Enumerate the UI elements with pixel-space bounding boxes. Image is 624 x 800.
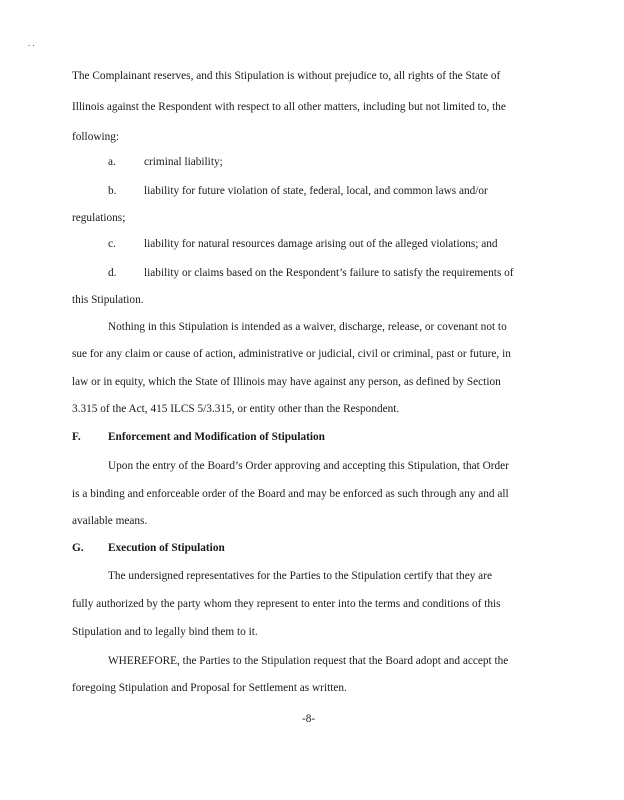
section-g-heading: Execution of Stipulation — [108, 542, 225, 554]
list-item-a-text: criminal liability; — [144, 156, 223, 168]
section-g-line2: fully authorized by the party whom they represent to enter into the terms and conditions of this — [72, 598, 501, 610]
page-number: -8- — [302, 713, 316, 725]
section-f-line1: Upon the entry of the Board’s Order approving and accepting this Stipulation, that Order — [108, 460, 509, 472]
list-item-c-text: liability for natural resources damage arising out of the alleged violations; and — [144, 238, 498, 250]
list-item-c-letter: c. — [108, 238, 116, 250]
section-g-line1: The undersigned representatives for the Parties to the Stipulation certify that they are — [108, 570, 492, 582]
list-item-b-text: liability for future violation of state, federal, local, and common laws and/or — [144, 185, 488, 197]
para1-line2: Illinois against the Respondent with respect to all other matters, including but not limited to, the — [72, 101, 506, 113]
section-f-line3: available means. — [72, 515, 148, 527]
list-item-d-continuation: this Stipulation. — [72, 294, 144, 306]
para1-line3: following: — [72, 131, 120, 143]
list-item-a-letter: a. — [108, 156, 116, 168]
section-g-line3: Stipulation and to legally bind them to it. — [72, 626, 258, 638]
para2-line4: 3.315 of the Act, 415 ILCS 5/3.315, or entity other than the Respondent. — [72, 403, 400, 415]
para2-line3: law or in equity, which the State of Illinois may have against any person, as defined by Section — [72, 376, 501, 388]
section-f-heading: Enforcement and Modification of Stipulation — [108, 431, 325, 443]
closing-line1: WHEREFORE, the Parties to the Stipulation request that the Board adopt and accept the — [108, 655, 509, 667]
list-item-d-letter: d. — [108, 267, 117, 279]
para2-line1: Nothing in this Stipulation is intended as a waiver, discharge, release, or covenant not to — [108, 321, 507, 333]
para1-line1: The Complainant reserves, and this Stipulation is without prejudice to, all rights of the State of — [72, 70, 501, 82]
section-g-letter: G. — [72, 542, 84, 554]
section-f-letter: F. — [72, 431, 81, 443]
list-item-b-continuation: regulations; — [72, 212, 126, 224]
section-f-line2: is a binding and enforceable order of the Board and may be enforced as such through any and all — [72, 488, 509, 500]
scan-marks: . . — [28, 38, 35, 48]
closing-line2: foregoing Stipulation and Proposal for Settlement as written. — [72, 682, 347, 694]
para2-line2: sue for any claim or cause of action, administrative or judicial, civil or criminal, past or future, in — [72, 348, 511, 360]
list-item-b-letter: b. — [108, 185, 117, 197]
list-item-d-text: liability or claims based on the Respondent’s failure to satisfy the requirements of — [144, 267, 514, 279]
